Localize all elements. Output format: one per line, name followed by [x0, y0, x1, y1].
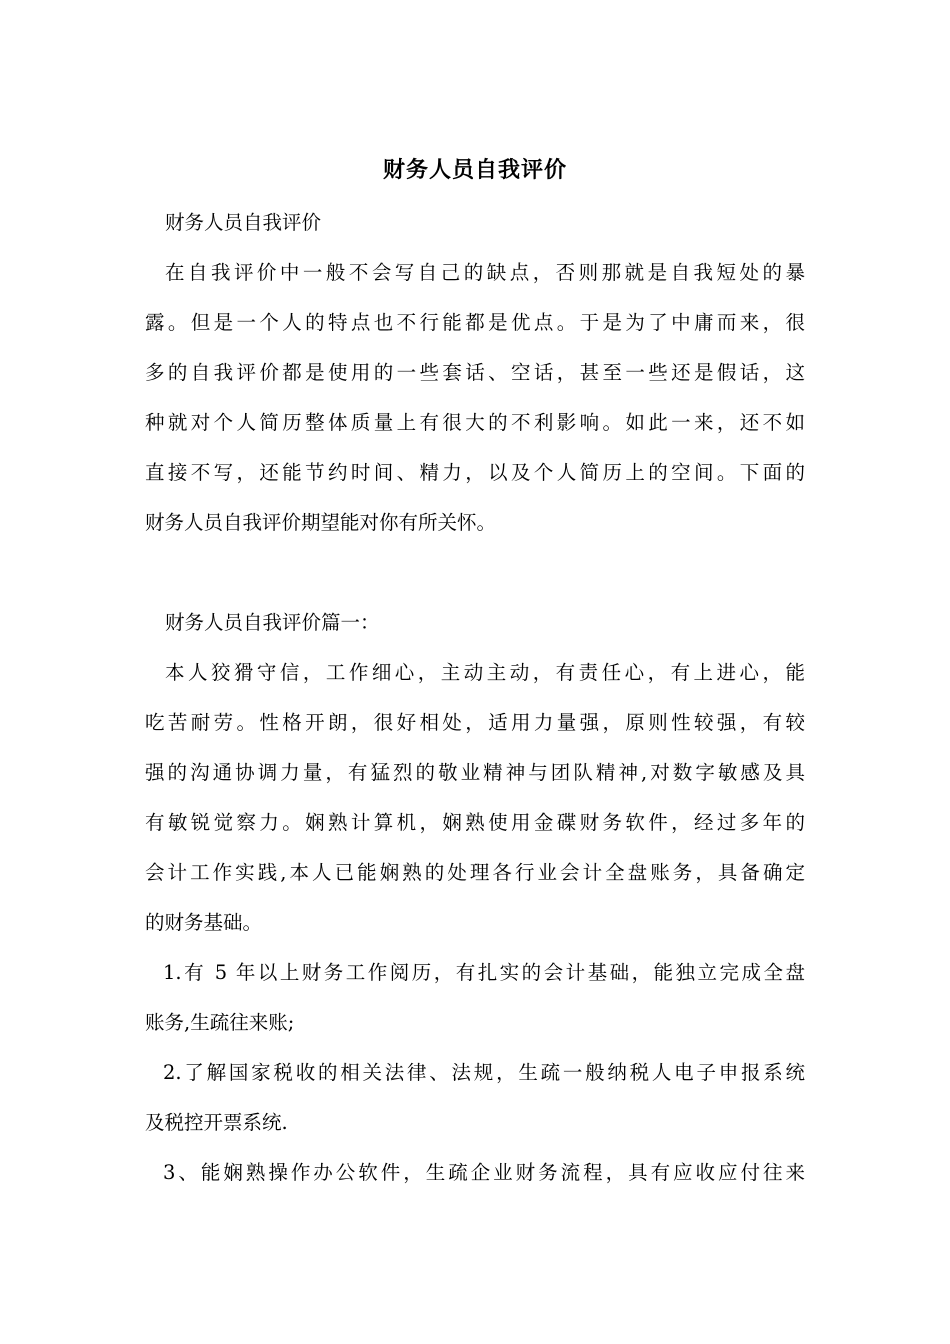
paragraph-line: 露。但是一个人的特点也不行能都是优点。于是为了中庸而来，很 [145, 311, 805, 334]
paragraph-line: 强的沟通协调力量，有猛烈的敬业精神与团队精神,对数字敏感及具 [145, 761, 805, 784]
paragraph-line: 直接不写，还能节约时间、精力，以及个人简历上的空间。下面的 [145, 461, 805, 484]
list-item-line: 及税控开票系统. [145, 1111, 288, 1134]
list-item-line: 1.有 5 年以上财务工作阅历，有扎实的会计基础，能独立完成全盘 [163, 961, 805, 984]
document-title: 财务人员自我评价 [382, 157, 567, 183]
list-item-line: 2.了解国家税收的相关法律、法规，生疏一般纳税人电子申报系统 [163, 1061, 805, 1084]
paragraph-line: 在自我评价中一般不会写自己的缺点，否则那就是自我短处的暴 [165, 261, 805, 284]
paragraph-line: 吃苦耐劳。性格开朗，很好相处，适用力量强，原则性较强，有较 [145, 711, 805, 734]
list-item-line: 账务,生疏往来账; [145, 1011, 295, 1034]
paragraph-line: 种就对个人简历整体质量上有很大的不利影响。如此一来，还不如 [145, 411, 805, 434]
paragraph-line: 的财务基础。 [145, 911, 263, 934]
paragraph-line: 本人狡猾守信，工作细心，主动主动，有责任心，有上进心，能 [165, 661, 805, 684]
paragraph-line: 会计工作实践,本人已能娴熟的处理各行业会计全盘账务，具备确定 [145, 861, 805, 884]
paragraph-line: 财务人员自我评价期望能对你有所关怀。 [145, 511, 497, 534]
paragraph-line: 多的自我评价都是使用的一些套话、空话，甚至一些还是假话，这 [145, 361, 805, 384]
paragraph-line: 有敏锐觉察力。娴熟计算机，娴熟使用金碟财务软件，经过多年的 [145, 811, 805, 834]
list-item-line: 3、能娴熟操作办公软件，生疏企业财务流程，具有应收应付往来 [163, 1161, 805, 1184]
section-heading: 财务人员自我评价 [165, 211, 322, 234]
section-heading: 财务人员自我评价篇一： [165, 611, 380, 634]
